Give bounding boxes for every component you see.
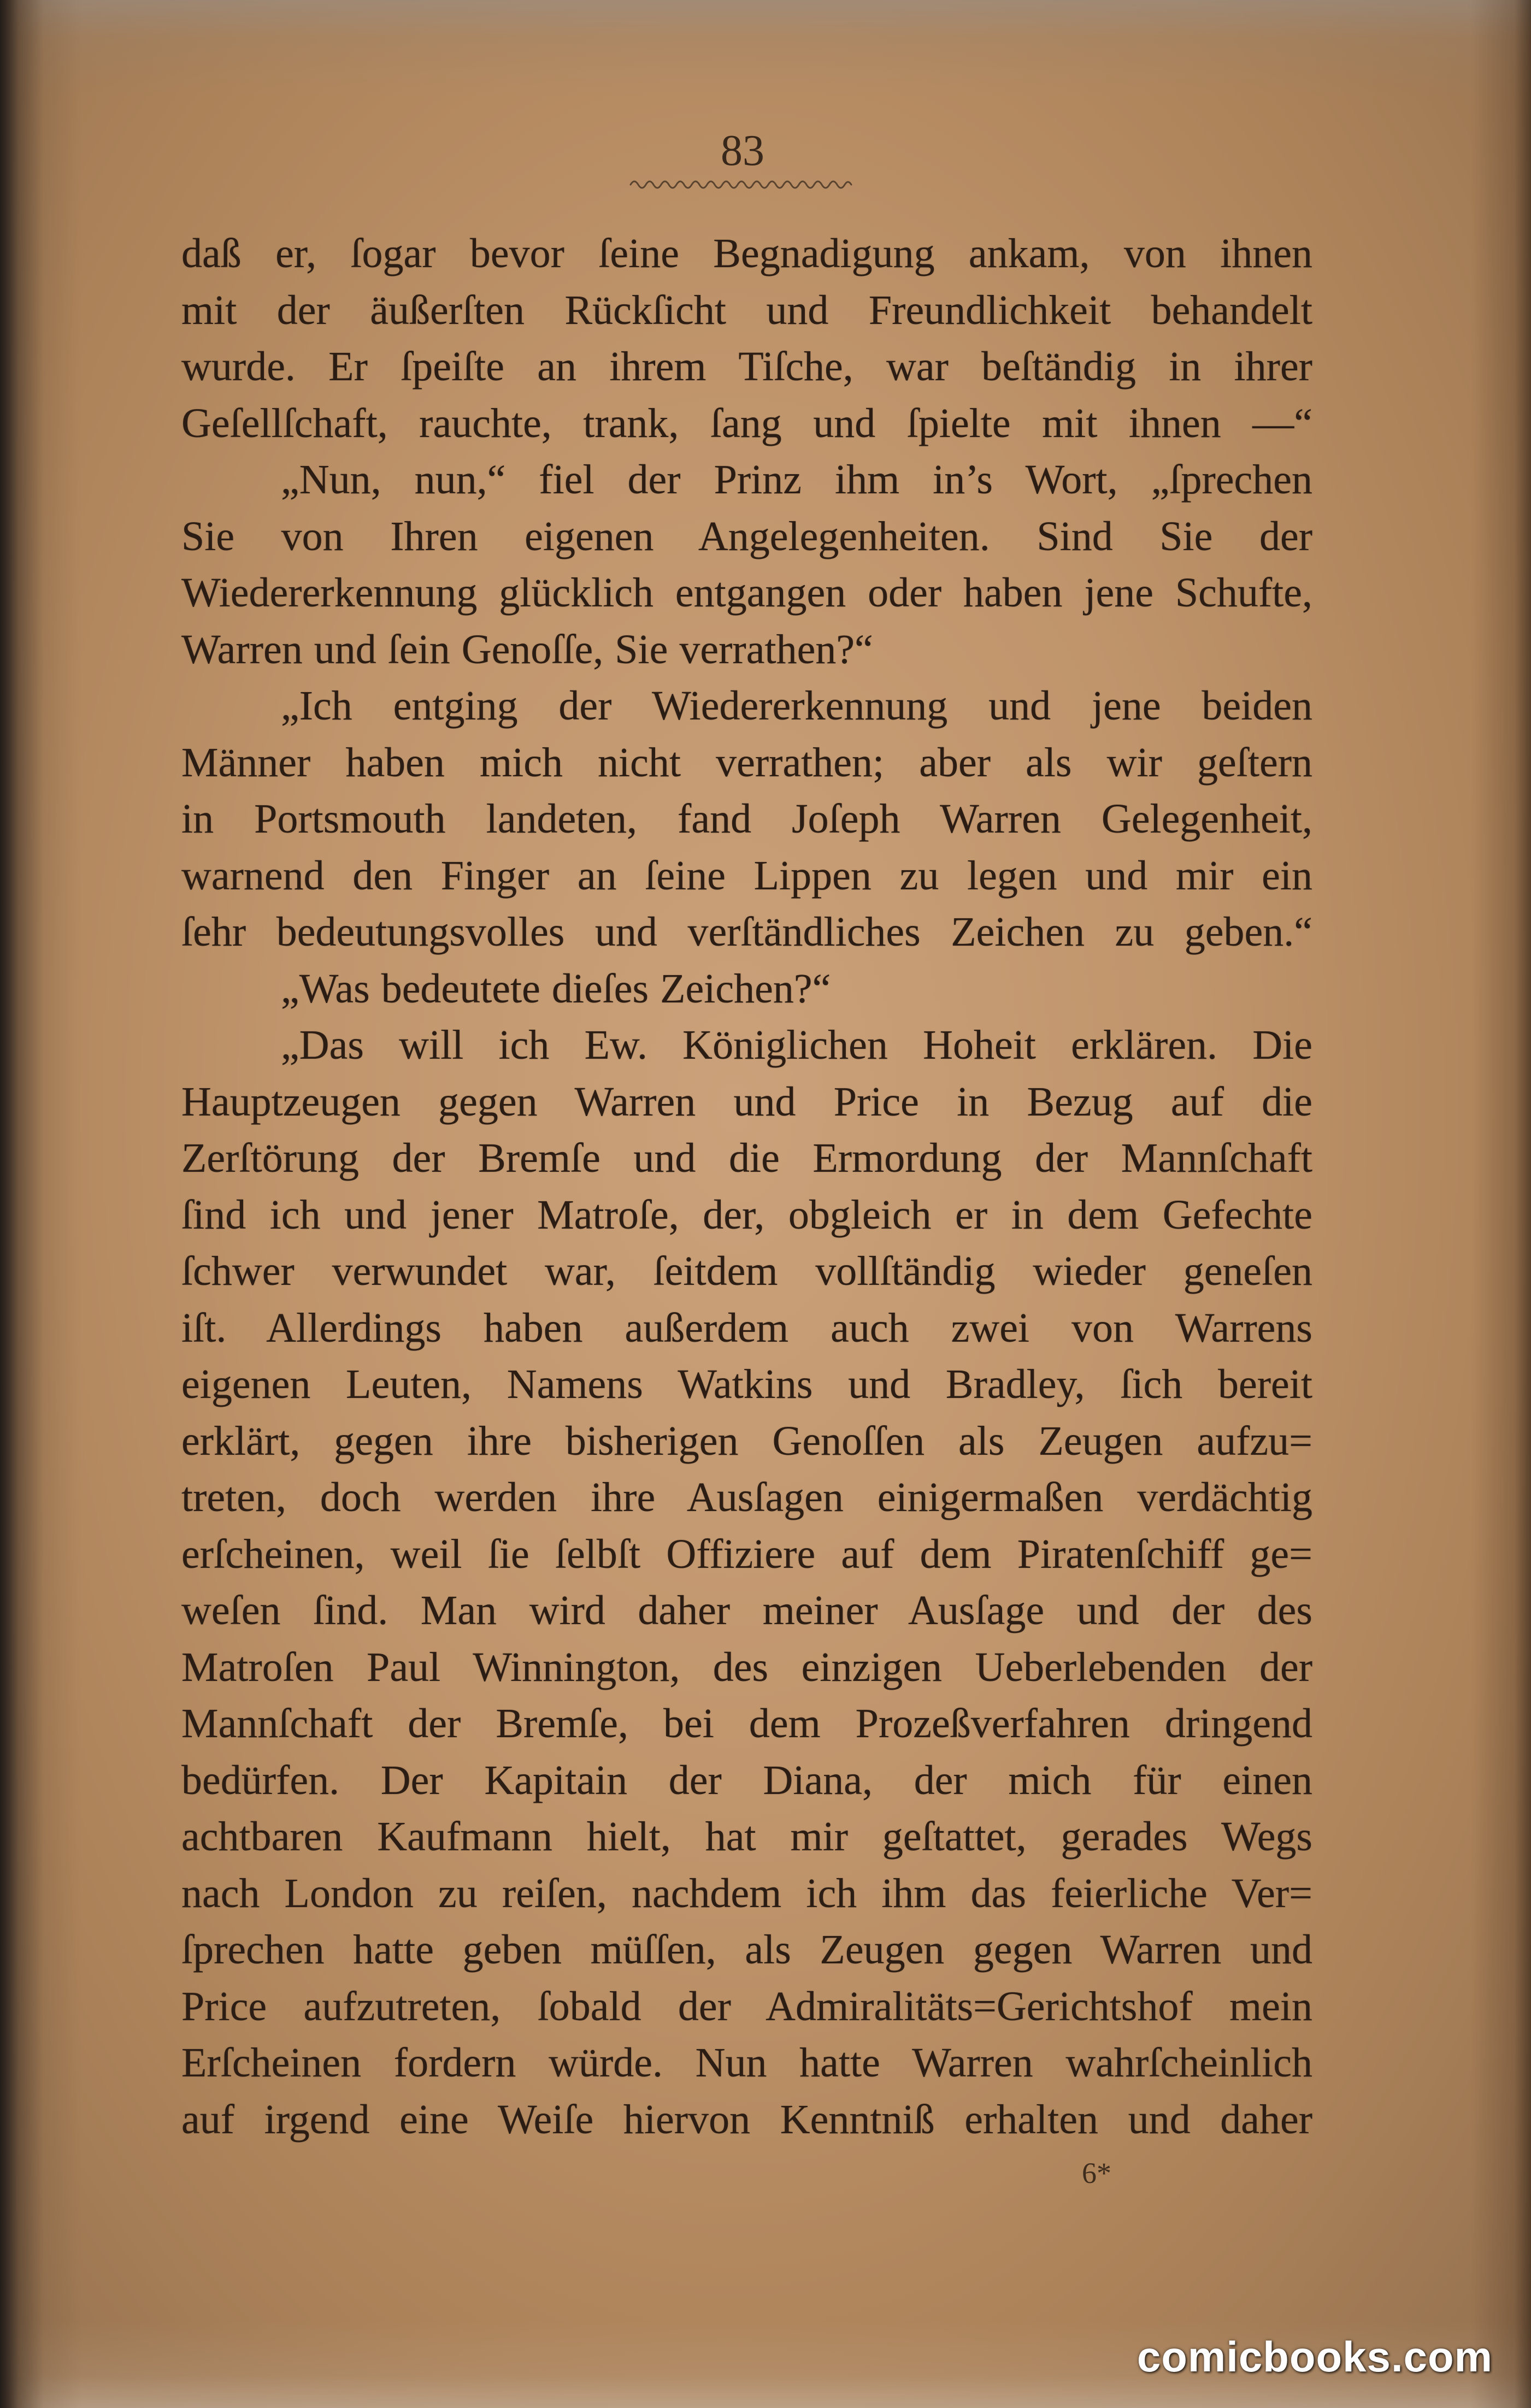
text-line: bedürfen. Der Kapitain der Diana, der mich für einen [181, 1757, 1312, 1803]
text-line: ſprechen hatte geben müſſen, als Zeugen gegen Warren und [181, 1927, 1312, 1973]
text-line: „Das will ich Ew. Königlichen Hoheit erklären. Die [281, 1022, 1312, 1068]
text-line: Price aufzutreten, ſobald der Admiralitäts=Gerichtshof mein [181, 1983, 1312, 2029]
text-line: ſind ich und jener Matroſe, der, obgleich er in dem Gefechte [181, 1191, 1312, 1238]
text-line: „Was bedeutete dieſes Zeichen?“ [281, 965, 831, 1012]
text-line: „Ich entging der Wiedererkennung und jene beiden [281, 683, 1312, 729]
paragraph [181, 226, 1312, 452]
text-line: Männer haben mich nicht verrathen; aber als wir geſtern [181, 739, 1312, 786]
text-line: erſcheinen, weil ſie ſelbſt Offiziere auf dem Piratenſchiff ge= [181, 1531, 1312, 1577]
text-line: erklärt, gegen ihre bisherigen Genoſſen als Zeugen aufzu= [181, 1418, 1312, 1464]
text-line: wurde. Er ſpeiſte an ihrem Tiſche, war beſtändig in ihrer [181, 344, 1312, 389]
text-line: achtbaren Kaufmann hielt, hat mir geſtattet, gerades Wegs [181, 1814, 1312, 1860]
text-line: iſt. Allerdings haben außerdem auch zwei von Warrens [181, 1305, 1312, 1351]
text-line: Geſellſchaft, rauchte, trank, ſang und ſpielte mit ihnen —“ [181, 400, 1312, 446]
text-line: ſchwer verwundet war, ſeitdem vollſtändig wieder geneſen [181, 1248, 1312, 1294]
text-line: in Portsmouth landeten, fand Joſeph Warren Gelegenheit, [181, 796, 1312, 842]
text-line: treten, doch werden ihre Ausſagen einigermaßen verdächtig [181, 1474, 1312, 1520]
text-line: Warren und ſein Genoſſe, Sie verrathen?“ [181, 626, 873, 672]
wavy-rule-ornament-icon [628, 176, 858, 190]
text-line: auf irgend eine Weiſe hiervon Kenntniß erhalten und daher [181, 2096, 1312, 2143]
watermark: comicbooks.com [1137, 2333, 1493, 2381]
page-number: 83 [721, 127, 764, 175]
signature-mark: 6* [1082, 2157, 1111, 2189]
text-line: Hauptzeugen gegen Warren und Price in Bezug auf die [181, 1078, 1312, 1125]
body-text [181, 226, 1312, 2148]
paragraph [181, 1017, 1312, 2148]
text-line: Mannſchaft der Bremſe, bei dem Prozeßverfahren dringend [181, 1701, 1312, 1746]
text-line: Sie von Ihren eigenen Angelegenheiten. Sind Sie der [181, 513, 1312, 559]
text-line: Matroſen Paul Winnington, des einzigen Ueberlebenden der [181, 1644, 1312, 1690]
text-line: nach London zu reiſen, nachdem ich ihm das feierliche Ver= [181, 1870, 1312, 1916]
text-line: warnend den Finger an ſeine Lippen zu legen und mir ein [181, 852, 1312, 899]
text-line: daß er, ſogar bevor ſeine Begnadigung ankam, von ihnen [181, 231, 1312, 276]
text-line: weſen ſind. Man wird daher meiner Ausſage und der des [181, 1587, 1312, 1633]
text-line: mit der äußerſten Rückſicht und Freundlichkeit behandelt [181, 287, 1312, 333]
paragraph [181, 961, 1312, 1018]
text-line: Wiedererkennung glücklich entgangen oder haben jene Schufte, [181, 570, 1312, 616]
text-line: „Nun, nun,“ fiel der Prinz ihm in’s Wort, „ſprechen [281, 457, 1312, 503]
text-line: ſehr bedeutungsvolles und verſtändliches Zeichen zu geben.“ [181, 909, 1312, 955]
text-line: Erſcheinen fordern würde. Nun hatte Warren wahrſcheinlich [181, 2040, 1312, 2086]
paragraph [181, 678, 1312, 961]
text-line: eigenen Leuten, Namens Watkins und Bradley, ſich bereit [181, 1361, 1312, 1407]
text-line: Zerſtörung der Bremſe und die Ermordung der Mannſchaft [181, 1135, 1312, 1181]
paragraph [181, 452, 1312, 678]
